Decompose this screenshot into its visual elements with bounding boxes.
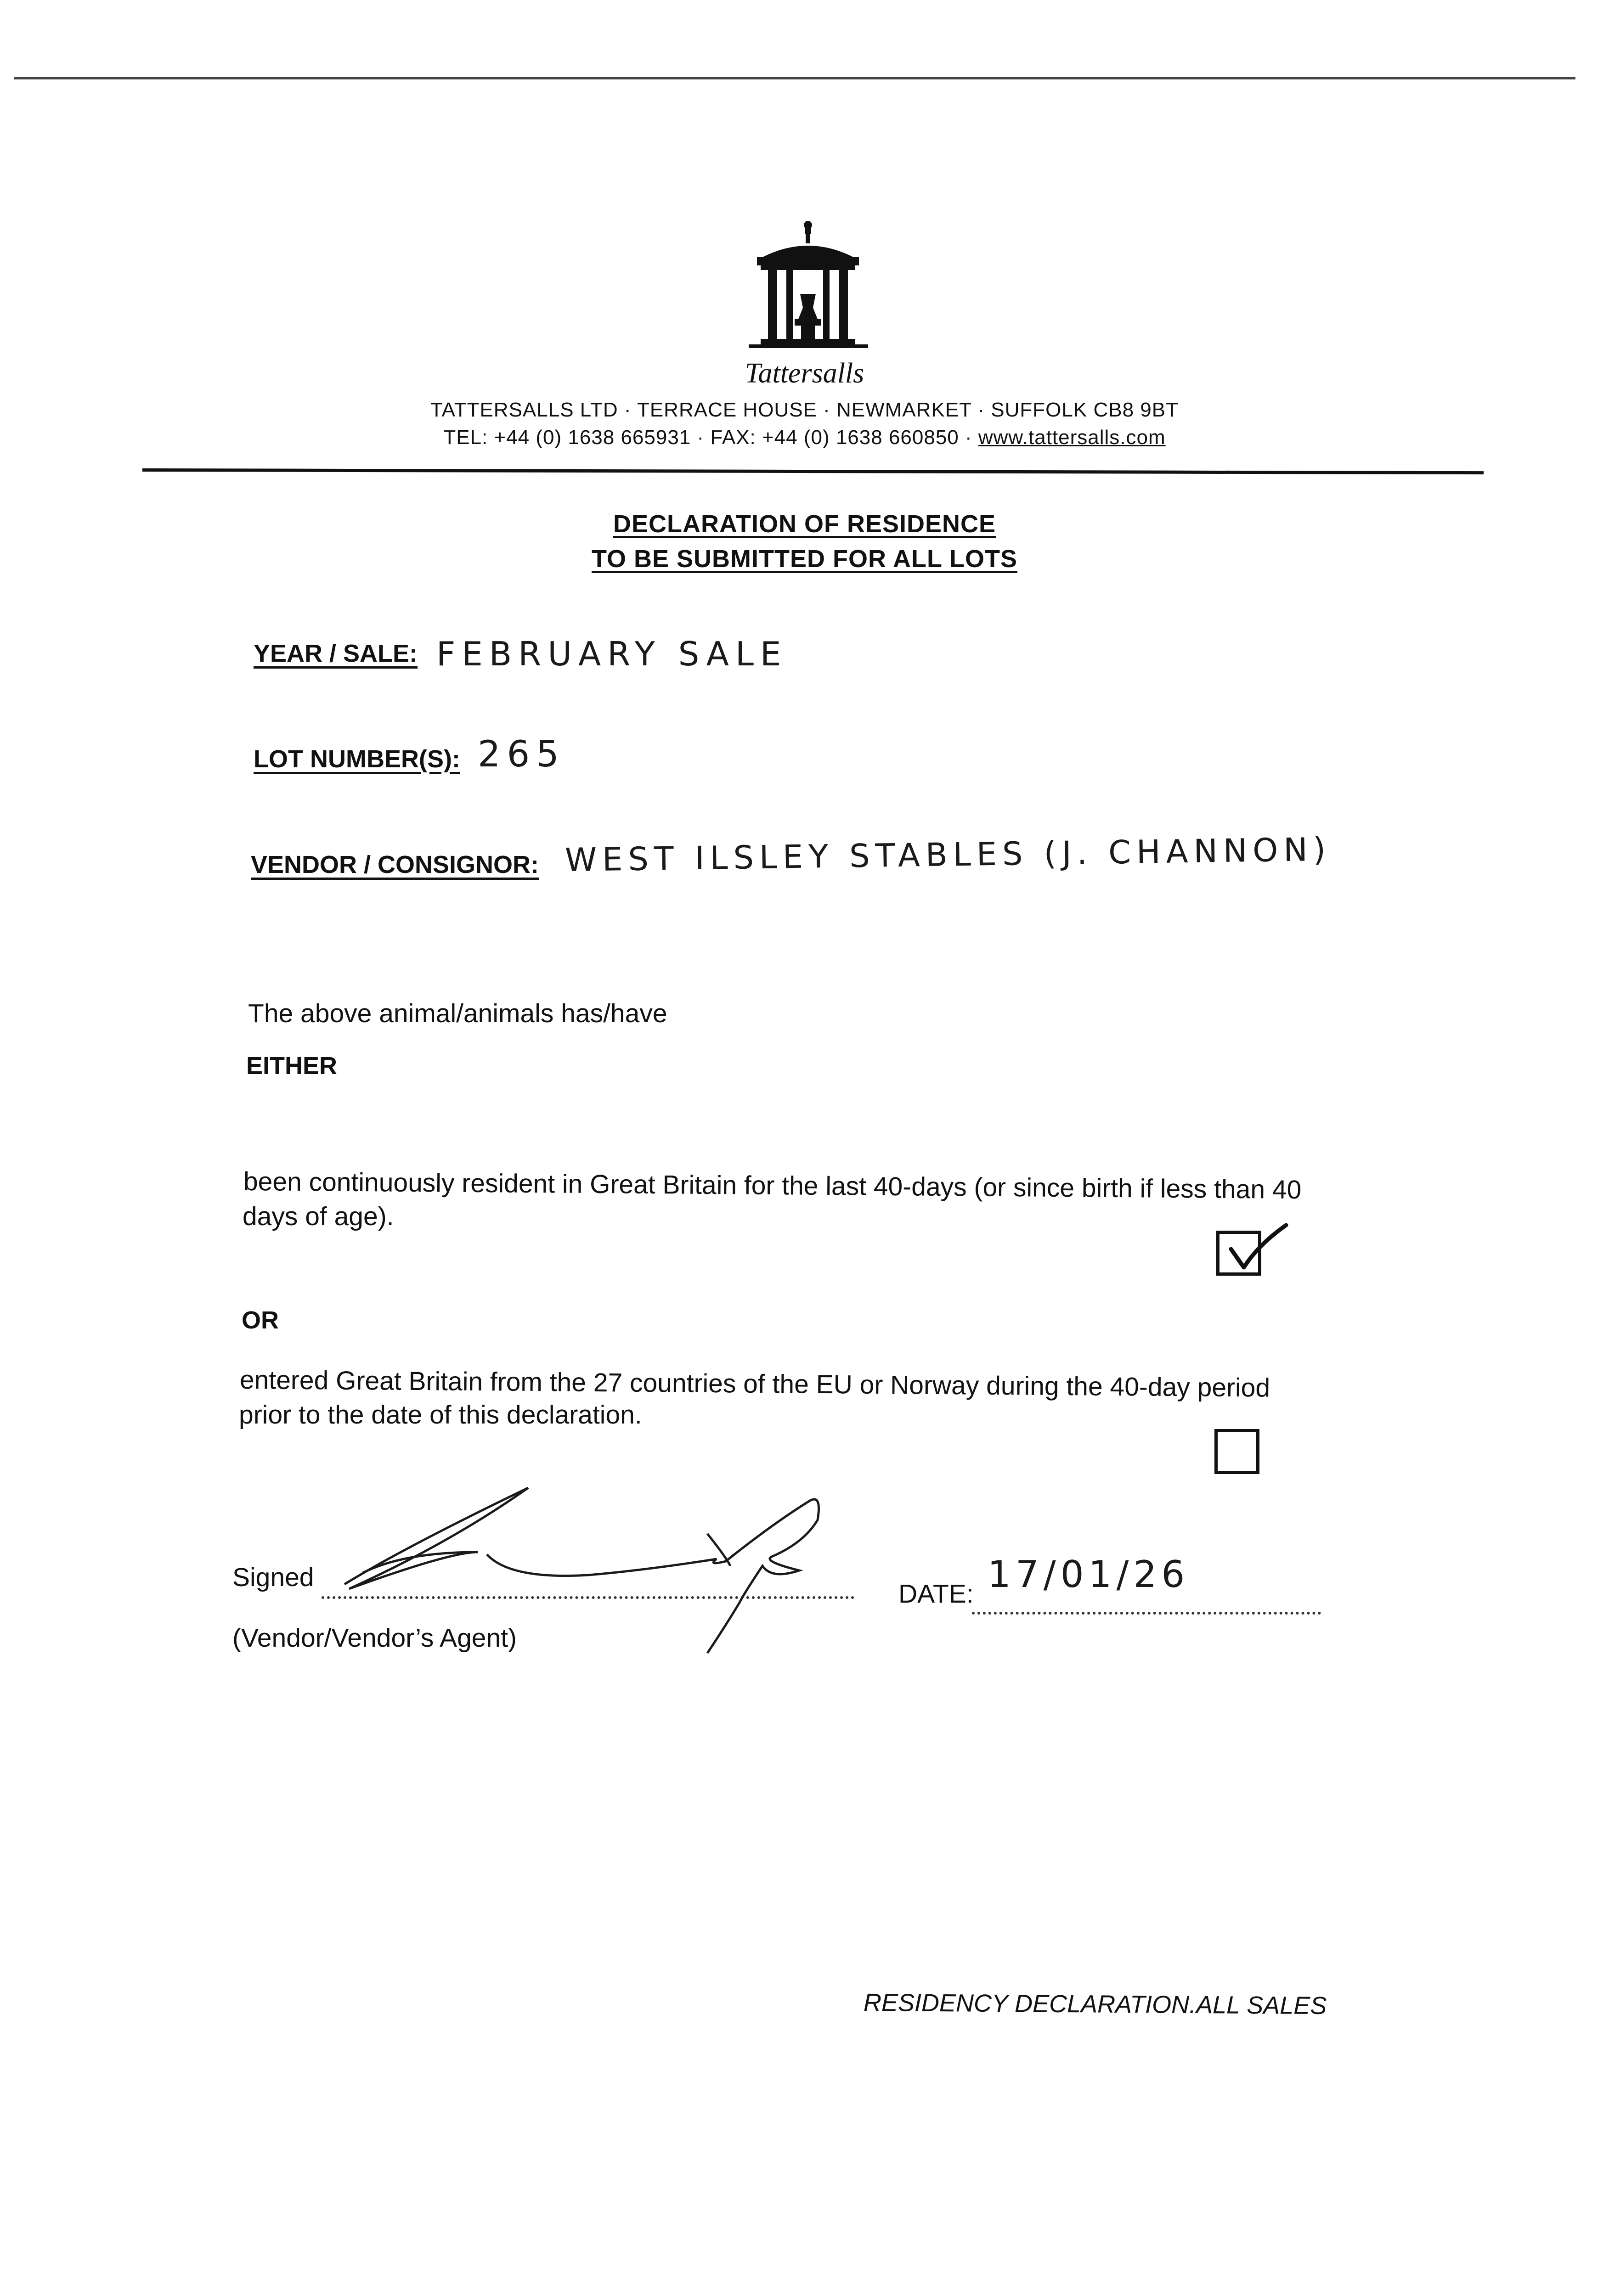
scan-top-rule — [14, 77, 1575, 79]
option2-text-line1: entered Great Britain from the 27 countries of the EU or Norway during the 40-day period — [239, 1365, 1270, 1403]
signed-label: Signed — [232, 1563, 314, 1592]
option2-checkbox[interactable] — [1214, 1429, 1259, 1474]
form-title-line2: TO BE SUBMITTED FOR ALL LOTS — [592, 545, 1017, 573]
lot-number-value[interactable]: 265 — [478, 734, 565, 775]
website-link[interactable]: www.tattersalls.com — [978, 426, 1166, 449]
signatory-role-label: (Vendor/Vendor’s Agent) — [232, 1623, 517, 1653]
either-label: EITHER — [246, 1052, 338, 1080]
intro-text: The above animal/animals has/have — [248, 999, 667, 1028]
option1-text-line2: days of age). — [243, 1202, 394, 1231]
company-address: TATTERSALLS LTD · TERRACE HOUSE · NEWMARKET · SUFFOLK CB8 9BT — [430, 399, 1179, 421]
letterhead-divider — [142, 468, 1484, 474]
tattersalls-rotunda-logo — [744, 220, 873, 358]
date-line[interactable] — [972, 1612, 1321, 1615]
contact-phone-fax: TEL: +44 (0) 1638 665931 · FAX: +44 (0) 1638 660850 · — [443, 426, 978, 449]
checkmark-icon — [1217, 1217, 1291, 1277]
form-reference: RESIDENCY DECLARATION.ALL SALES — [863, 1989, 1327, 2020]
date-label: DATE: — [898, 1579, 974, 1609]
lot-number-label: LOT NUMBER(S): — [254, 745, 460, 773]
company-contact — [0, 426, 1609, 449]
date-value[interactable]: 17/01/26 — [988, 1553, 1190, 1596]
vendor-value[interactable]: WEST ILSLEY STABLES (J. CHANNON) — [565, 830, 1332, 879]
year-sale-label: YEAR / SALE: — [254, 640, 418, 667]
logo-wordmark: Tattersalls — [745, 358, 864, 389]
vendor-label: VENDOR / CONSIGNOR: — [251, 851, 539, 878]
year-sale-value[interactable]: FEBRUARY SALE — [436, 635, 788, 673]
or-label: OR — [242, 1306, 279, 1334]
form-title-line1: DECLARATION OF RESIDENCE — [613, 510, 996, 538]
option1-text-line1: been continuously resident in Great Britain for the last 40-days (or since birth if less than 40 — [243, 1167, 1302, 1205]
option2-text-line2: prior to the date of this declaration. — [239, 1400, 642, 1429]
